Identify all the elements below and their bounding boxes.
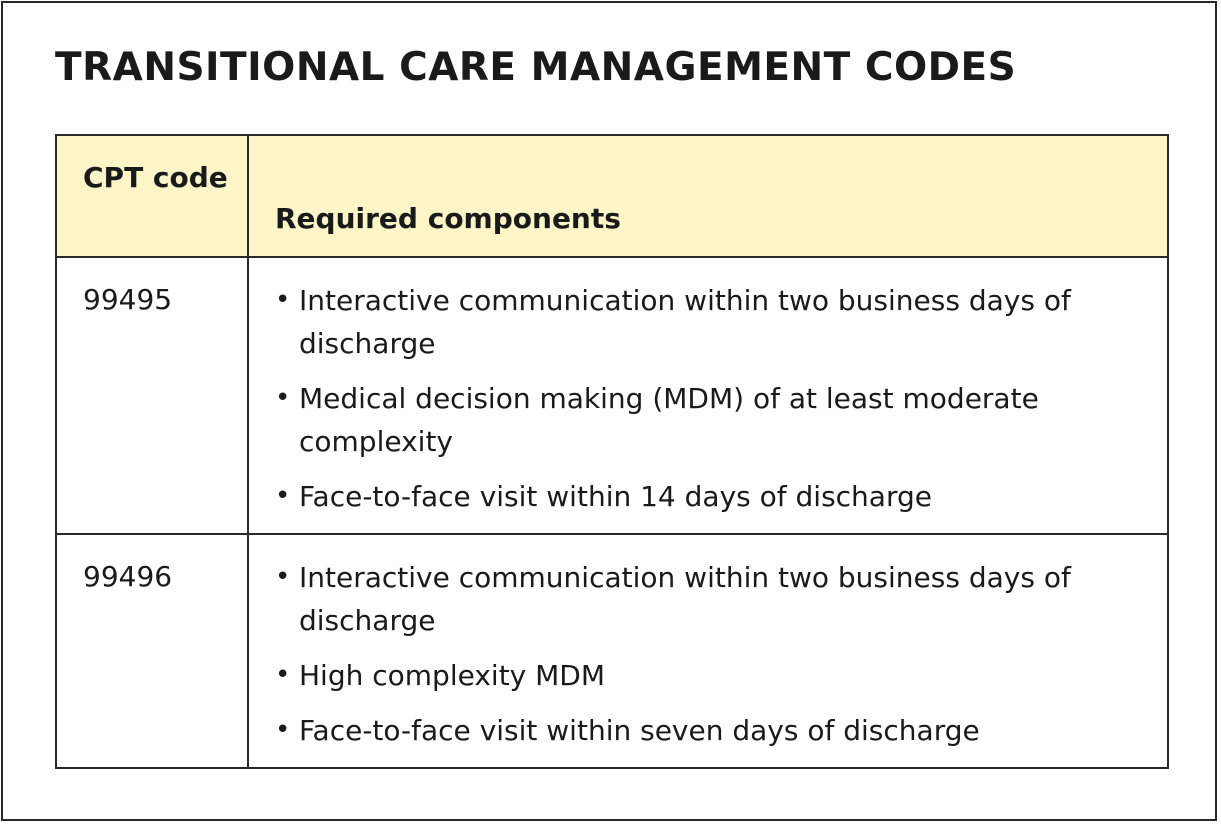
table-row: [56, 257, 1168, 534]
list-item: • Face-to-face visit within 14 days of discharge: [275, 475, 1147, 518]
cpt-code-cell: 99495: [56, 257, 248, 534]
list-item: • Medical decision making (MDM) of at least moderate complexity: [275, 377, 1147, 463]
page-title: TRANSITIONAL CARE MANAGEMENT CODES: [55, 45, 1017, 90]
table-row: [56, 534, 1168, 768]
components-list: [275, 556, 1147, 752]
components-list: [275, 279, 1147, 518]
table-header-row: [56, 135, 1168, 257]
codes-table: [55, 134, 1169, 769]
column-header-components: Required components: [248, 135, 1168, 257]
list-item: • High complexity MDM: [275, 654, 1147, 697]
list-item: • Interactive communication within two business days of discharge: [275, 279, 1147, 365]
list-item: • Interactive communication within two business days of discharge: [275, 556, 1147, 642]
column-header-code: CPT code: [56, 135, 248, 257]
components-cell: [248, 257, 1168, 534]
list-item: • Face-to-face visit within seven days of discharge: [275, 709, 1147, 752]
components-cell: [248, 534, 1168, 768]
cpt-code-cell: 99496: [56, 534, 248, 768]
